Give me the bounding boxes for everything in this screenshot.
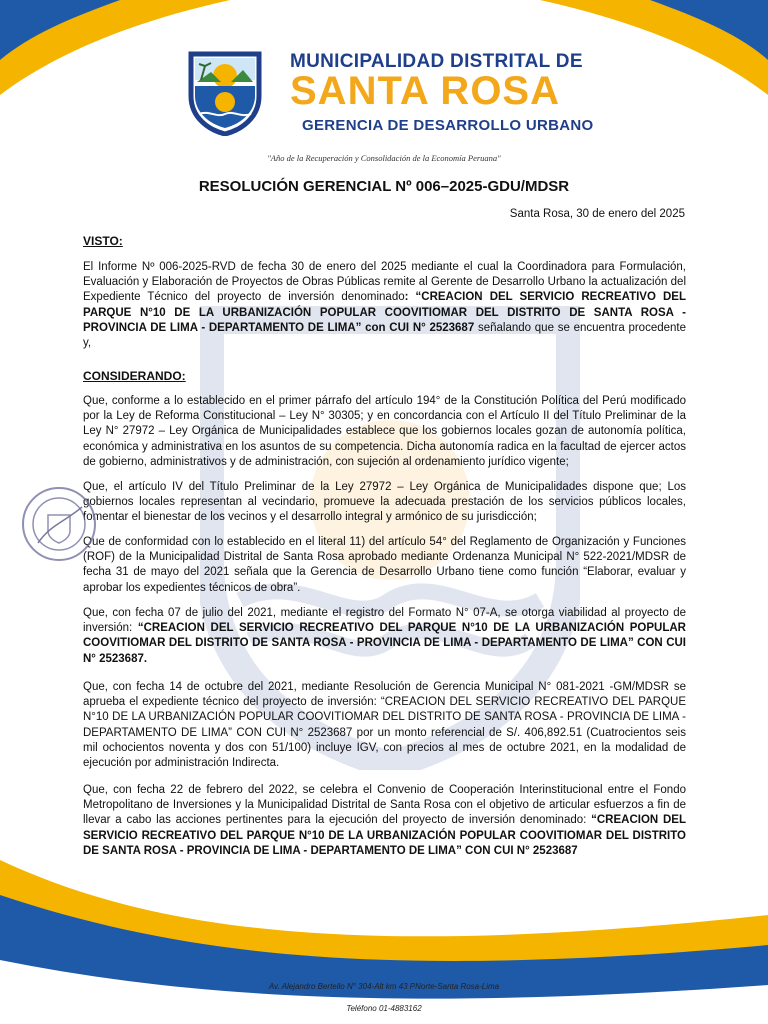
resolution-title: RESOLUCIÓN GERENCIAL Nº 006–2025-GDU/MDSR	[198, 178, 570, 195]
visto-text: El Informe Nº 006-2025-RVD de fecha 30 de enero del 2025 mediante el cual la Coordinadora para Formulación, Evaluación y Elaboración de Proyectos de Obras Públicas remite al Gerente de Desarrollo Urbano la actualización del Expediente Técnico del proyecto de inversión denominado	[83, 261, 686, 304]
considerando-6-text: Que, con fecha 22 de febrero del 2022, se celebra el Convenio de Cooperación Interinstitucional entre el Fondo Metropolitano de Inversiones y la Municipalidad Distrital de Santa Rosa con el objetivo de articular esfuerzos a fin de llevar a cabo las acciones pertinentes para la ejecución del proyecto de inversión denominado:	[83, 784, 686, 827]
official-seal-stamp-icon	[20, 485, 98, 563]
considerando-paragraph-4	[83, 606, 686, 667]
visto-paragraph	[83, 260, 686, 351]
considerando-paragraph-5: Que, con fecha 14 de octubre del 2021, mediante Resolución de Gerencia Municipal N° 081-2021 -GM/MDSR se aprueba el expediente técnico del proyecto de inversión: “CREACION DEL SERVICIO RECREATIVO DEL PARQUE N°10 DE LA URBANIZACIÓN POPULAR COOVITIOMAR DEL DISTRITO DE SANTA ROSA - PROVINCIA DE LIMA - DEPARTAMENTO DE LIMA” CON CUI N° 2523687 por un monto referencial de S/. 406,892.51 (Cuatrocientos seis mil ochocientos noventa y dos con 51/100) incluye IGV, con precios al mes de octubre 2021, en la modalidad de ejecución por administración Indirecta.	[83, 681, 686, 770]
department-heading: GERENCIA DE DESARROLLO URBANO	[302, 117, 594, 134]
municipality-heading: MUNICIPALIDAD DISTRITAL DE	[290, 51, 583, 72]
city-heading: SANTA ROSA	[290, 69, 560, 113]
visto-heading: VISTO:	[83, 234, 123, 248]
considerando-paragraph-2: Que, el artículo IV del Título Preliminar de la Ley 27972 – Ley Orgánica de Municipalidades dispone que; Los gobiernos locales representan al vecindario, promueve la adecuada prestación de los servicios públicos locales, fomentar el bienestar de los vecinos y el desarrollo integral y armónico de su jurisdicción;	[83, 481, 686, 524]
considerando-6-project-name: “CREACION DEL SERVICIO RECREATIVO DEL PARQUE N°10 DE LA URBANIZACIÓN POPULAR COOVITIOMAR DEL DISTRITO DE SANTA ROSA - PROVINCIA DE LIMA - DEPARTAMENTO DE LIMA” CON CUI N° 2523687	[83, 814, 686, 857]
footer-address: Av. Alejandro Bertello N° 304-Alt km 43 PNorte-Santa Rosa-Lima	[268, 982, 500, 991]
visto-text-tail: señalando que se encuentra procedente y,	[83, 321, 686, 350]
considerando-paragraph-6	[83, 783, 686, 859]
considerando-4-project-name: “CREACION DEL SERVICIO RECREATIVO DEL PARQUE N°10 DE LA URBANIZACIÓN POPULAR COOVITIOMAR DEL DISTRITO DE SANTA ROSA - PROVINCIA DE LIMA - DEPARTAMENTO DE LIMA” CON CUI N° 2523687.	[83, 622, 686, 665]
considerando-paragraph-3: Que de conformidad con lo establecido en el literal 11) del artículo 54° del Reglamento de Organización y Funciones (ROF) de la Municipalidad Distrital de Santa Rosa aprobado mediante Ordenanza Municipal N° 522-2021/MDSR de fecha 31 de mayo del 2021 señala que la Gerencia de Desarrollo Urbano tiene como función “Elaborar, evaluar y aprobar los expedientes técnicos de obra”.	[83, 536, 686, 594]
visto-project-name: : “CREACION DEL SERVICIO RECREATIVO DEL PARQUE N°10 DE LA URBANIZACIÓN POPULAR COOVITIOMAR DEL DISTRITO DE SANTA ROSA - PROVINCIA DE LIMA - DEPARTAMENTO DE LIMA” con CUI N° 2523687	[83, 291, 686, 334]
municipal-crest-logo-icon	[187, 50, 263, 136]
considerando-4-text: Que, con fecha 07 de julio del 2021, mediante el registro del Formato N° 07-A, se otorga viabilidad al proyecto de inversión:	[83, 607, 686, 635]
considerando-paragraph-1: Que, conforme a lo establecido en el primer párrafo del artículo 194° de la Constitución Política del Perú modificado por la Ley de Reforma Constitucional – Ley N° 30305; y en concordancia con el Artículo II del Título Preliminar de la Ley N° 27972 – Ley Orgánica de Municipalidades establece que los gobiernos locales gozan de autonomía política, económica y administrativa en los asuntos de su competencia. Dicha autonomía radica en la facultad de ejercer actos de gobierno, administrativos y de administración, con sujeción al ordenamiento jurídico vigente;	[83, 395, 686, 468]
year-motto: "Año de la Recuperación y Consolidación de la Economía Peruana"	[267, 153, 501, 163]
resolution-date: Santa Rosa, 30 de enero del 2025	[509, 208, 685, 220]
footer-phone: Teléfono 01-4883162	[346, 1004, 422, 1013]
considerando-heading: CONSIDERANDO:	[83, 369, 186, 383]
